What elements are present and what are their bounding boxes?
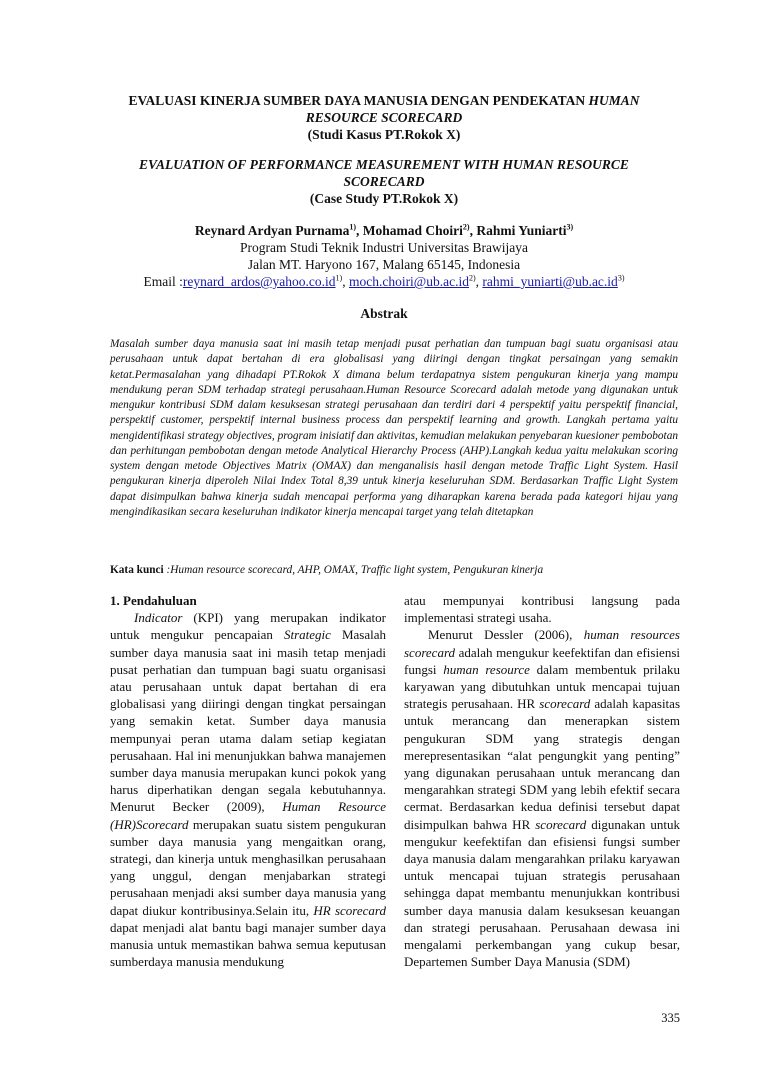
title-line-1-italic: HUMAN	[588, 93, 640, 108]
paragraph-dessler: Menurut Dessler (2006), human resources scorecard adalah mengukur keefektifan dan efisiensi fungsi human resource dalam membentuk prilaku karyawan yang dibutuhkan untuk mencapai tujuan strategis perusahaan. HR scorecard adalah kapasitas untuk merancang dan menerapkan sistem pengukuran SDM yang strategis dengan merepresentasikan “alat pengungkit yang penting” yang digunakan perusahaan untuk merancang dan mengarahkan strategi SDM yang lebih efektif secara cermat. Berdasarkan kedua definisi tersebut dapat disimpulkan bahwa HR scorecard digunakan untuk mengukur keefektifan dan efisiensi fungsi sumber daya manusia dalam mengarahkan prilaku karyawan untuk mencapai tujuan strategis perusahaan sehingga dapat membantu menunjukkan kontribusi sumber daya manusia dalam kesuksesan keuangan dan strategi perusahaan. Perusahaan dewasa ini mengalami perkembangan yang cukup besar, Departemen Sumber Daya Manusia (SDM)	[404, 627, 681, 970]
keywords-value: :Human resource scorecard, AHP, OMAX, Traffic light system, Pengukuran kinerja	[166, 564, 544, 576]
address: Jalan MT. Haryono 167, Malang 65145, Indonesia	[247, 257, 521, 272]
email-line: Email $:reynard\_ardos@yahoo.co.id^{1)}$, $moch.choiri@ub.ac.id^{2)}$, $rahmi\_yuniarti@ub.ac.id^{3)}$	[143, 273, 625, 289]
title-en-line-1: EVALUATION OF PERFORMANCE MEASUREMENT WITH HUMAN RESOURCE	[139, 157, 629, 172]
page-number: 335	[661, 1011, 680, 1025]
title-en-line-2: SCORECARD	[343, 174, 425, 189]
author-1-sup: 1)	[349, 222, 357, 232]
author-block	[100, 222, 668, 290]
column-left	[110, 592, 386, 970]
title-line-1: EVALUASI KINERJA SUMBER DAYA MANUSIA DENGAN PENDEKATAN	[128, 93, 589, 108]
keywords-label: Kata kunci	[110, 564, 164, 576]
author-2: Mohamad Choiri	[362, 223, 463, 238]
abstract-heading: Abstrak	[360, 306, 408, 321]
author-3: Rahmi Yuniarti	[476, 223, 567, 238]
column-right	[404, 592, 680, 970]
email-label: Email :	[143, 274, 183, 289]
email-link-1[interactable]: reynard_ardos@yahoo.co.id	[182, 274, 336, 289]
title-en-subtitle: (Case Study PT.Rokok X)	[309, 191, 459, 206]
affiliation: Program Studi Teknik Industri Universitas Brawijaya	[240, 240, 528, 255]
email-link-3[interactable]: rahmi_yuniarti@ub.ac.id	[482, 274, 618, 289]
author-3-sup: 3)	[566, 222, 574, 232]
author-1: Reynard Ardyan Purnama	[194, 223, 350, 238]
section-heading: 1. Pendahuluan	[110, 593, 197, 608]
paragraph-continued: atau mempunyai kontribusi langsung pada implementasi strategi usaha.	[404, 593, 680, 626]
title-subtitle: (Studi Kasus PT.Rokok X)	[307, 127, 461, 142]
title-indonesian	[100, 92, 668, 143]
author-names: Reynard Ardyan Purnama$^{1)}$, Mohamad Choiri$^{2)}$, Rahmi Yuniarti$^{3)}$	[194, 222, 574, 238]
title-line-2: RESOURCE SCORECARD	[305, 110, 463, 125]
title-english	[100, 156, 668, 207]
email-link-2[interactable]: moch.choiri@ub.ac.id	[348, 274, 469, 289]
abstract-text: Masalah sumber daya manusia saat ini masih tetap menjadi pusat perhatian dan tumpuan bagi suatu organisasi atau perusahaan untuk dapat bertahan di era globalisasi yang diiringi dengan tingkat persaingan yang semakin ketat.Permasalahan yang dihadapi PT.Rokok X dimana belum terdapatnya sistem pengukuran kinerja yang mampu mendukung peran SDM terhadap strategi perusahaan.Human Resource Scorecard adalah metode yang digunakan untuk mengukur kontribusi SDM dalam kesuksesan strategi perusahaan dan terdiri dari 4 perspektif yaitu perspektif financial, perspektif customer, perspektif internal business process dan perspektif learning and growth. Langkah pertama yaitu mengidentifikasi strategy objectives, program inisiatif dan aktivitas, kemudian melakukan penyebaran kuesioner pembobotan dan perhitungan pembobotan dengan metode Analytical Hierarchy Process (AHP).Langkah kedua yaitu melakukan scoring system dengan metode Objectives Matrix (OMAX) dan menganalisis hasil dengan metode Traffic Light System. Hasil pengukuran kinerja diperoleh Nilai Index Total 8,39 untuk kinerja keseluruhan SDM. Berdasarkan Traffic Light System dapat disimpulkan bahwa kinerja sudah mencapai performa yang diharapkan karena berada pada kategori hijau yang mengindikasikan secara keseluruhan indikator kinerja mencapai target yang telah ditetapkan	[110, 338, 678, 518]
paragraph-intro: Indicator (KPI) yang merupakan indikator untuk mengukur pencapaian Strategic Masalah sumber daya manusia saat ini masih tetap menjadi pusat perhatian dan tumpuan bagi suatu organisasi atau perusahaan untuk dapat bertahan di era globalisasi yang diiringi dengan tingkat persaingan yang semakin ketat. Sumber daya manusia mempunyai peran utama dalam setiap kegiatan perusahaan. Hal ini menunjukkan bahwa manajemen sumber daya manusia merupakan kunci pokok yang harus diperhatikan dengan segala kebutuhannya. Menurut Becker (2009), Human Resource (HR)Scorecard merupakan suatu sistem pengukuran sumber daya manusia yang mengaitkan orang, strategi, dan kinerja untuk menghasilkan perusahaan yang unggul, dengan menjabarkan strategi perusahaan menjadi aksi sumber daya manusia yang dapat diukur kontribusinya.Selain itu, HR scorecard dapat menjadi alat bantu bagi manajer sumber daya manusia untuk memastikan bahwa semua keputusan sumberdaya manusia mendukung	[110, 610, 386, 970]
keywords	[110, 563, 678, 578]
author-2-sup: 2)	[462, 222, 470, 232]
